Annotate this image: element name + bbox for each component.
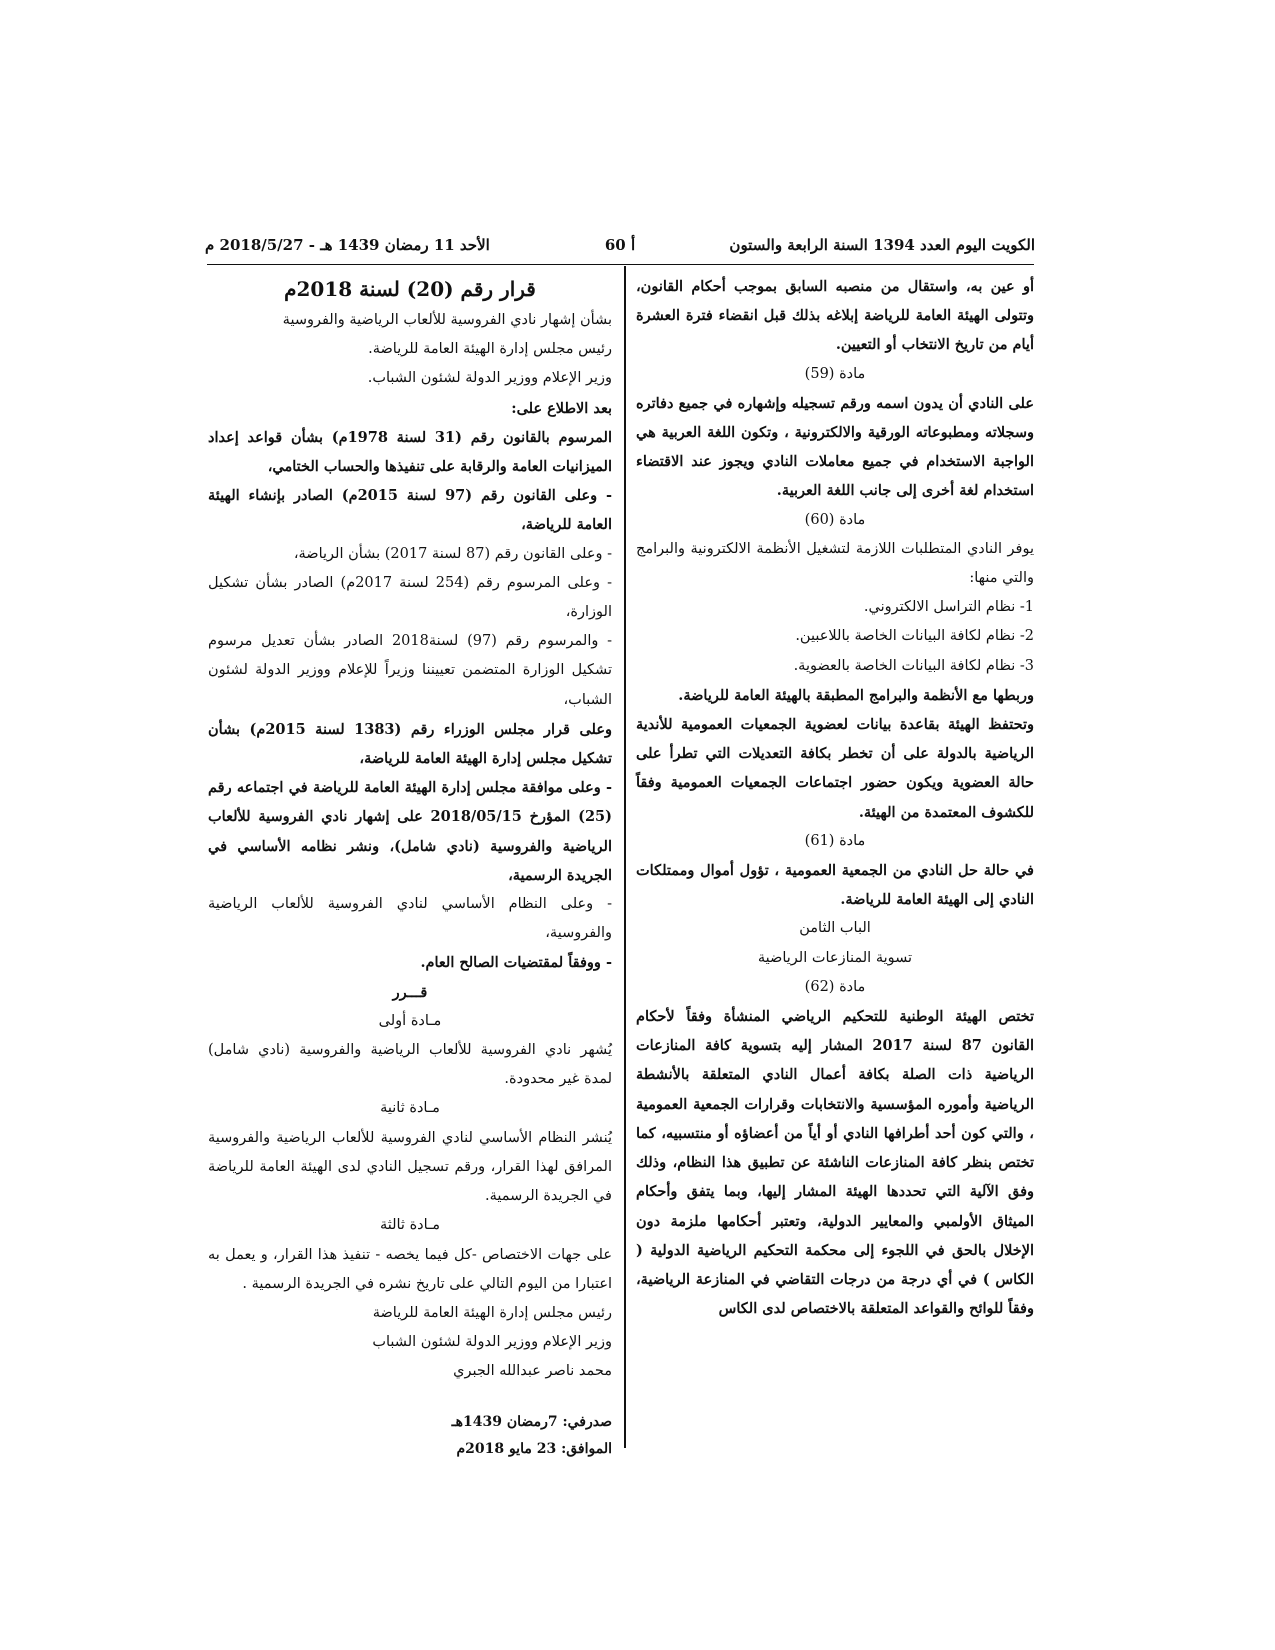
article-60-title: مادة (60)	[804, 511, 866, 528]
list-item: 3- نظام لكافة البيانات الخاصة بالعضوية.	[793, 657, 1034, 674]
left-column	[208, 272, 612, 1463]
article-62-text: تختص الهيئة الوطنية للتحكيم الرياضي المنشأة وفقاً لأحكام القانون 87 لسنة 2017 المشار إليه بتسوية كافة المنازعات الرياضية ذات الصلة بكافة أعمال النادي المتعلقة بالأنشطة الرياضية وأموره المؤسسية والانتخابات وقرارات الجمعية العمومية ، والتي كون أحد أطرافها النادي أو أياً من أعضاؤه أو منتسبيه، كما تختص بنظر كافة المنازعات الناشئة عن تطبيق هذا النظام، وذلك وفق الآلية التي تحددها الهيئة المشار إليها، وبما يتفق وأحكام الميثاق الأولمبي والمعايير الدولية، وتعتبر أحكامها ملزمة دون الإخلال بالحق في اللجوء إلى محكمة التحكيم الرياضية الدولية ( الكاس ) في أي درجة من درجات التقاضي في المنازعة الرياضية، وفقاً للوائح والقواعد المتعلقة بالاختصاص لدى الكاس	[636, 1008, 1034, 1318]
spacer	[208, 1387, 612, 1409]
article-62-title: مادة (62)	[804, 978, 866, 995]
list-item: 2- نظام لكافة البيانات الخاصة باللاعبين.	[795, 628, 1034, 645]
reference-item: - وعلى النظام الأساسي لنادي الفروسية للألعاب الرياضية والفروسية،	[208, 896, 612, 942]
article-3-text: على جهات الاختصاص -كل فيما يخصه - تنفيذ هذا القرار، و يعمل به اعتبارا من اليوم التالي على تاريخ نشره في الجريدة الرسمية .	[208, 1246, 612, 1292]
date-line: الأحد 11 رمضان 1439 هـ - 2018/5/27 م	[205, 236, 490, 254]
article-1-title: مـادة أولى	[378, 1012, 442, 1029]
article-59-title: مادة (59)	[804, 365, 866, 382]
article-61-text: في حالة حل النادي من الجمعية العمومية ، تؤول أموال وممتلكات النادي إلى الهيئة العامة للرياضة.	[636, 862, 1034, 909]
reference-item: - وعلى القانون رقم (87 لسنة 2017) بشأن الرياضة،	[293, 545, 612, 562]
article-3-title: مـادة ثالثة	[379, 1217, 441, 1234]
decided-heading: قـــرر	[392, 983, 428, 1001]
page-number: أ 60	[604, 236, 636, 254]
decree-title: قرار رقم (20) لسنة 2018م	[284, 277, 536, 301]
after-review-heading: بعد الاطلاع على:	[511, 399, 612, 417]
article-61-title: مادة (61)	[804, 832, 866, 849]
header-divider	[207, 264, 1034, 265]
reference-item: - ووفقاً لمقتضيات الصالح العام.	[420, 954, 612, 972]
right-column	[636, 272, 1034, 1323]
reference-item: - والمرسوم رقم (97) لسنة2018 الصادر بشأن تعديل مرسوم تشكيل الوزارة المتضمن تعييننا وزيراً للإعلام ووزير الدولة لشئون الشباب،	[208, 633, 613, 708]
decree-subject: بشأن إشهار نادي الفروسية للألعاب الرياضية والفروسية	[282, 312, 612, 328]
chapter-title: الباب الثامن	[799, 920, 871, 937]
column-divider	[624, 266, 626, 1448]
reference-item: المرسوم بالقانون رقم (31 لسنة 1978م) بشأن قواعد إعداد الميزانيات العامة والرقابة على تنفيذها والحساب الختامي،	[208, 428, 613, 476]
article-2-text: يُنشر النظام الأساسي لنادي الفروسية للألعاب الرياضية والفروسية المرافق لهذا القرار، ورقم تسجيل النادي لدى الهيئة العامة للرياضة في الجريدة الرسمية.	[208, 1129, 612, 1205]
article-59-text: على النادي أن يدون اسمه ورقم تسجيله وإشهاره في جميع دفاتره وسجلاته ومطبوعاته الورقية والالكترونية ، وتكون اللغة العربية هي الواجبة الاستخدام في جميع معاملات النادي ويجوز عند الاقتضاء استخدام لغة أخرى إلى جانب اللغة العربية.	[636, 394, 1034, 500]
issuer-line: وزير الإعلام ووزير الدولة لشئون الشباب.	[367, 370, 612, 387]
list-item: 1- نظام التراسل الالكتروني.	[863, 599, 1034, 616]
reference-item: - وعلى موافقة مجلس إدارة الهيئة العامة للرياضة في اجتماعه رقم (25) المؤرخ 2018/05/15 على إشهار نادي الفروسية للألعاب الرياضية والفروسية (نادي شامل)، ونشر نظامه الأساسي في الجريدة الرسمية،	[208, 779, 612, 884]
article-2-title: مـادة ثانية	[380, 1100, 440, 1117]
signature-line: وزير الإعلام ووزير الدولة لشئون الشباب	[372, 1334, 612, 1351]
issued-date-gregorian: الموافق: 23 مايو 2018م	[456, 1440, 612, 1457]
reference-item: - وعلى القانون رقم (97 لسنة 2015م) الصادر بإنشاء الهيئة العامة للرياضة،	[208, 487, 612, 534]
article-1-text: يُشهر نادي الفروسية للألعاب الرياضية والفروسية (نادي شامل) لمدة غير محدودة.	[208, 1042, 612, 1088]
issued-date-hijri: صدرفي: 7رمضان 1439هـ	[451, 1413, 612, 1430]
page-header	[205, 236, 1035, 262]
paragraph-continuation: أو عين به، واستقال من منصبه السابق بموجب أحكام القانون، وتتولى الهيئة العامة للرياضة إبلاغه بذلك قبل انقضاء فترة العشرة أيام من تاريخ الانتخاب أو التعيين.	[636, 278, 1034, 354]
journal-issue: الكويت اليوم العدد 1394 السنة الرابعة والستون	[729, 236, 1035, 254]
issuer-line: رئيس مجلس إدارة الهيئة العامة للرياضة.	[368, 341, 612, 358]
reference-item: وعلى قرار مجلس الوزراء رقم (1383 لسنة 2015م) بشأن تشكيل مجلس إدارة الهيئة العامة للرياضة،	[208, 720, 612, 768]
signatory-name: محمد ناصر عبدالله الجبري	[453, 1363, 612, 1380]
article-60-text2: وتحتفظ الهيئة بقاعدة بيانات لعضوية الجمعيات العمومية للأندية الرياضية بالدولة على أن تخطر بكافة التعديلات التي تطرأ على حالة العضوية ويكون حضور اجتماعات الجمعيات العمومية وفقاً للكشوف المعتمدة من الهيئة.	[636, 716, 1034, 821]
article-60-intro: يوفر النادي المتطلبات اللازمة لتشغيل الأنظمة الالكترونية والبرامج والتي منها:	[636, 540, 1034, 587]
signature-line: رئيس مجلس إدارة الهيئة العامة للرياضة	[372, 1304, 612, 1321]
article-60-link: وربطها مع الأنظمة والبرامج المطبقة بالهيئة العامة للرياضة.	[678, 686, 1034, 704]
reference-item: - وعلى المرسوم رقم (254 لسنة 2017م) الصادر بشأن تشكيل الوزارة،	[208, 574, 612, 621]
chapter-subtitle: تسوية المنازعات الرياضية	[757, 949, 913, 966]
